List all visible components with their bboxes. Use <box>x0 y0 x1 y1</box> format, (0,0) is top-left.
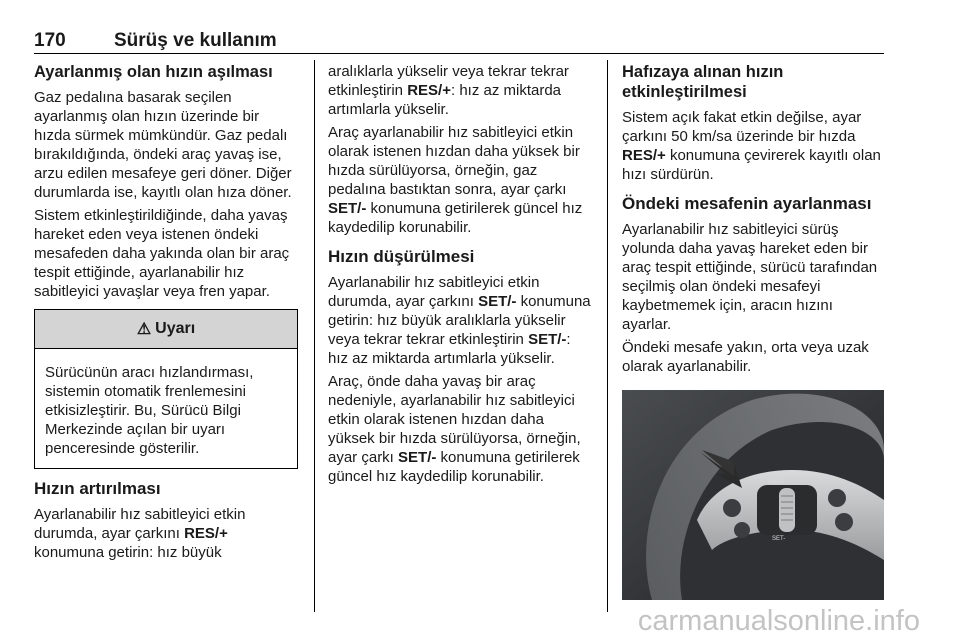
paragraph: Gaz pedalına basarak seçilen ayarlanmış olan hızın üzerinde bir hızda sürmek mümkündür. Gaz pedalı bırakıldığında, öndeki araç yavaş ise, arzu edilen mesafeye geri döner. Diğer durumlarda ise, kayıtlı olan hıza döner. <box>34 89 292 201</box>
paragraph: aralıklarla yükselir veya tekrar tekrar etkinleştirin RES/+: hız az miktarda artımlarla yükselir. <box>328 63 569 118</box>
column-2 <box>328 62 592 490</box>
paragraph: Ayarlanabilir hız sabitleyici etkin durumda, ayar çarkını RES/+ konumuna getirin: hız büyük <box>34 506 246 561</box>
warning-box <box>34 309 298 469</box>
column-divider <box>314 60 315 612</box>
section-heading: Hafızaya alınan hızın etkinleştirilmesi <box>622 63 784 101</box>
res-label: RES+ <box>769 480 785 486</box>
watermark: carmanualsonline.info <box>637 605 920 637</box>
warning-triangle-icon: ⚠ <box>136 321 152 338</box>
header-rule <box>34 53 884 54</box>
paragraph: Sistem açık fakat etkin değilse, ayar çarkını 50 km/sa üzerinde bir hızda RES/+ konumuna çevirerek kayıtlı olan hızı sürdürün. <box>622 109 881 183</box>
chapter-title: Sürüş ve kullanım <box>114 30 277 51</box>
paragraph: Araç, önde daha yavaş bir araç nedeniyle, ayarlanabilir hız sabitleyici etkin olarak istenen hızdan daha yüksek bir hızda sürülüyorsa, örneğin, ayar çarkı SET/- konumuna getirilerek güncel hız kaydedilip korunabilir. <box>328 373 581 485</box>
column-1 <box>34 62 298 566</box>
section-heading: Ayarlanmış olan hızın aşılması <box>34 63 273 81</box>
section-heading: Hızın artırılması <box>34 479 161 498</box>
warning-text: Sürücünün aracı hızlandırması, sistemin otomatik frenlemesini etkisizleştirir. Bu, Sürücü Bilgi Merkezinde açılan bir uyarı penceresinde gösterilir. <box>45 364 254 457</box>
warning-title: Uyarı <box>155 320 196 337</box>
section-heading: Öndeki mesafenin ayarlanması <box>622 194 872 213</box>
warning-header <box>35 310 297 349</box>
paragraph: Ayarlanabilir hız sabitleyici sürüş yolunda daha yavaş hareket eden bir araç tespit ettiğinde, sürücü tarafından seçilmiş olan öndeki mesafeyi kaybetmemek için, aracın hızını ayarlar. <box>622 221 878 333</box>
page-header <box>34 30 884 54</box>
page-number: 170 <box>34 30 66 51</box>
column-divider <box>607 60 608 612</box>
column-3 <box>622 62 886 380</box>
paragraph: Öndeki mesafe yakın, orta veya uzak olarak ayarlanabilir. <box>622 339 869 375</box>
section-heading: Hızın düşürülmesi <box>328 247 475 266</box>
paragraph: Araç ayarlanabilir hız sabitleyici etkin olarak istenen hızdan daha yüksek bir hızda sürülüyorsa, örneğin, gaz pedalına bastıktan sonra, ayar çarkı SET/- konumuna getirilerek güncel hız kaydedilip korunabilir. <box>328 124 583 236</box>
set-label: SET- <box>772 536 786 542</box>
paragraph: Sistem etkinleştirildiğinde, daha yavaş hareket eden veya istenen öndeki mesafeden daha yakında olan bir araç tespit ettiğinde, ayarlanabilir hız sabitleyici yavaşlar veya fren yapar. <box>34 207 290 300</box>
steering-wheel-photo <box>622 390 884 600</box>
paragraph: Ayarlanabilir hız sabitleyici etkin durumda, ayar çarkını SET/- konumuna getirin: hız büyük aralıklarla yükselir veya tekrar tekrar etkinleştirin SET/-: hız az miktarda artımlarla yükselir. <box>328 274 591 367</box>
